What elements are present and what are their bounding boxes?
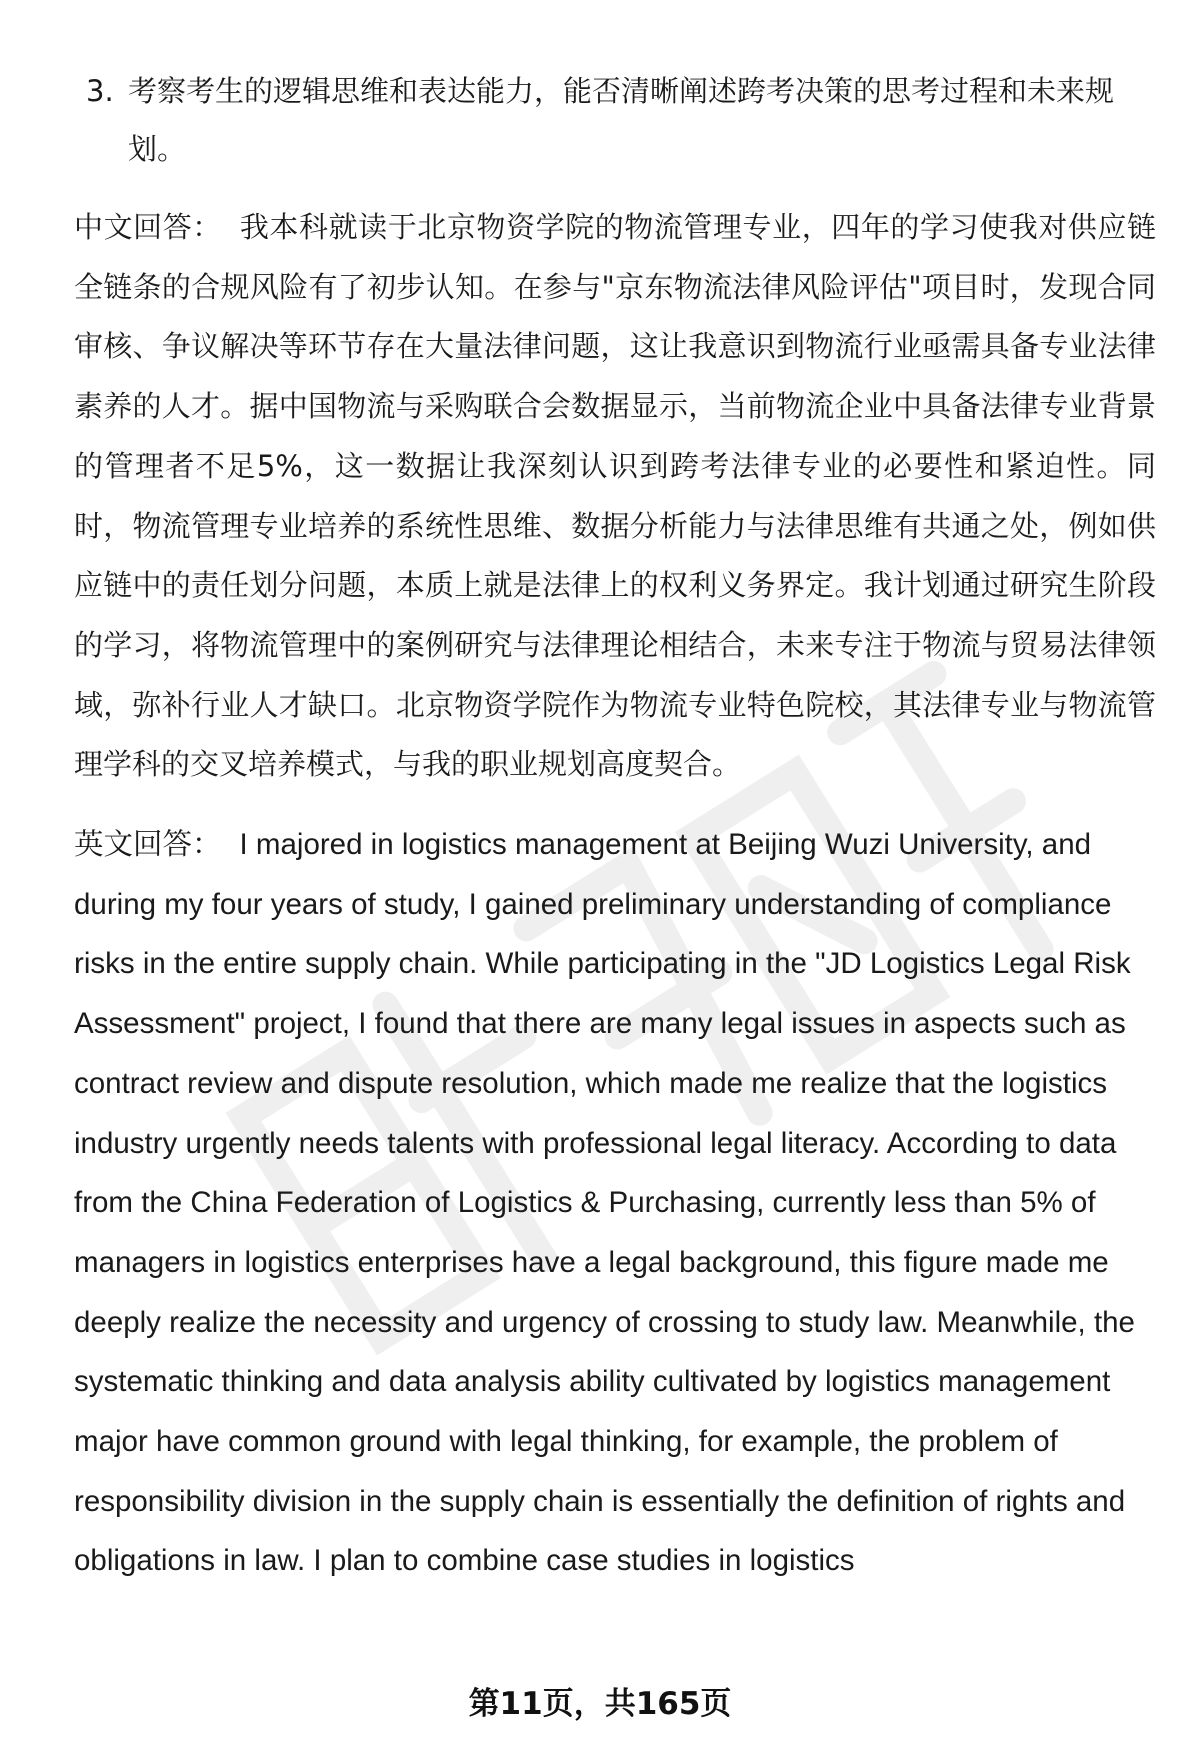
chinese-answer-label: 中文回答： [74,210,222,244]
english-answer-paragraph [74,815,1156,1591]
page-content [74,62,1156,1611]
chinese-answer-text: 我本科就读于北京物资学院的物流管理专业，四年的学习使我对供应链全链条的合规风险有了初步认知。在参与"京东物流法律风险评估"项目时，发现合同审核、争议解决等环节存在大量法律问题，这让我意识到物流行业亟需具备专业法律素养的人才。据中国物流与采购联合会数据显示，当前物流企业中具备法律专业背景的管理者不足5%，这一数据让我深刻认识到跨考法律专业的必要性和紧迫性。同时，物流管理专业培养的系统性思维、数据分析能力与法律思维有共通之处，例如供应链中的责任划分问题，本质上就是法律上的权利义务界定。我计划通过研究生阶段的学习，将物流管理中的案例研究与法律理论相结合，未来专注于物流与贸易法律领域，弥补行业人才缺口。北京物资学院作为物流专业特色院校，其法律专业与物流管理学科的交叉培养模式，与我的职业规划高度契合。 [74,210,1156,782]
english-answer-label: 英文回答： [74,828,222,862]
list-item [74,62,1156,178]
chinese-answer-paragraph [74,198,1156,795]
page-number-label: 第11页，共165页 [468,1686,732,1722]
english-answer-text: I majored in logistics management at Beijing Wuzi University, and during my four years of study, I gained preliminary understanding of compliance risks in the entire supply chain. While participating in the "JD Logistics Legal Risk Assessment" project, I found that there are many legal issues in aspects such as contract review and dispute resolution, which made me realize that the logistics industry urgently needs talents with professional legal literacy. According to data from the China Federation of Logistics & Purchasing, currently less than 5% of managers in logistics enterprises have a legal background, this figure made me deeply realize the necessity and urgency of crossing to study law. Meanwhile, the systematic thinking and data analysis ability cultivated by logistics management major have common ground with legal thinking, for example, the problem of responsibility division in the supply chain is essentially the definition of rights and obligations in law. I plan to combine case studies in logistics [74,828,1135,1578]
list-item-text: 考察考生的逻辑思维和表达能力，能否清晰阐述跨考决策的思考过程和未来规划。 [128,74,1115,166]
page-footer [0,1678,1200,1723]
list-item-number: 3. [86,74,114,108]
